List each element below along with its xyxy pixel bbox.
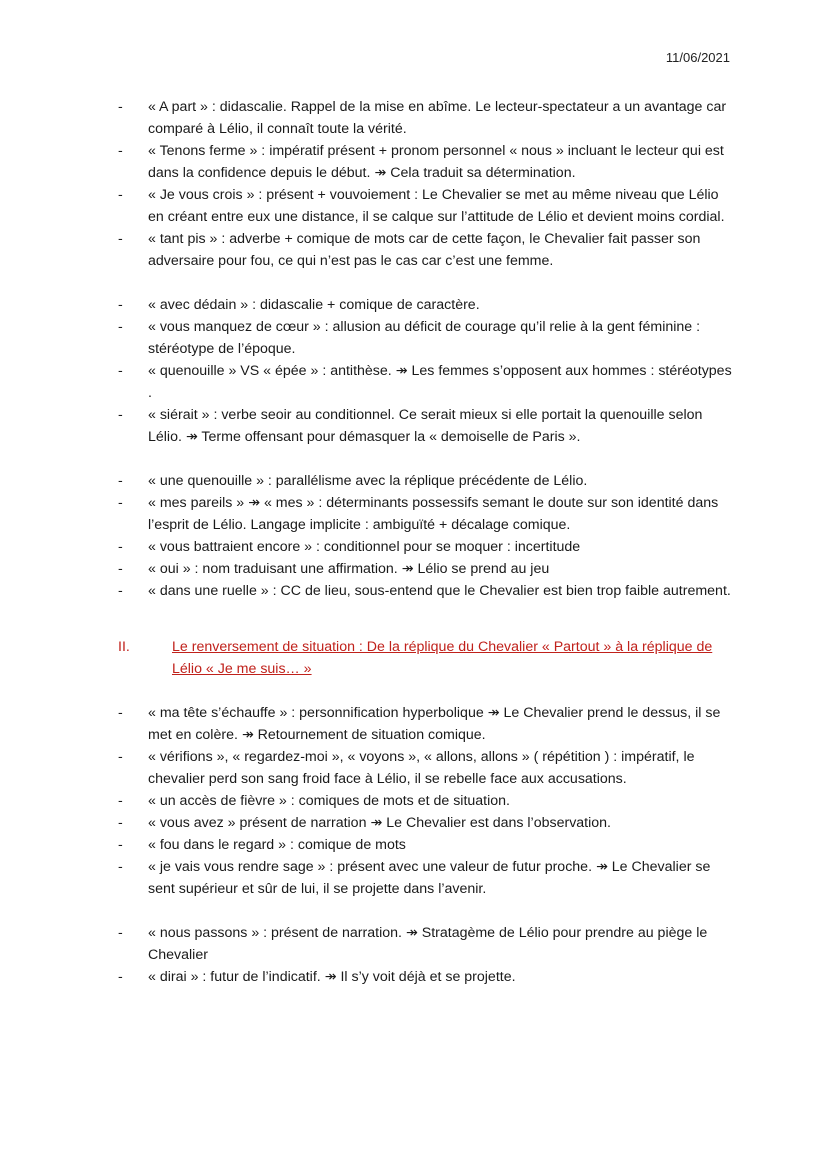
list-item: - « quenouille » VS « épée » : antithèse. ↠ Les femmes s’opposent aux hommes : stéréotypes .: [118, 360, 738, 404]
bullet-dash: -: [118, 407, 123, 423]
list-item: - « vous manquez de cœur » : allusion au déficit de courage qu’il relie à la gent féminine : stéréotype de l’époque.: [118, 316, 738, 360]
bullet-dash: -: [118, 363, 123, 379]
bullet-dash: -: [118, 99, 123, 115]
bullet-list: [118, 294, 738, 448]
bullet-dash: -: [118, 143, 123, 159]
bullet-group-2: [118, 294, 738, 448]
bullet-dash: -: [118, 859, 123, 875]
bullet-dash: -: [118, 749, 123, 765]
bullet-group-5: [118, 922, 738, 988]
bullet-list: [118, 702, 738, 900]
document-content: [118, 96, 738, 1010]
bullet-list: [118, 96, 738, 272]
bullet-dash: -: [118, 231, 123, 247]
section-title: Le renversement de situation : De la réplique du Chevalier « Partout » à la réplique de Lélio « Je me suis… »: [172, 639, 713, 677]
bullet-group-4: [118, 702, 738, 900]
bullet-dash: -: [118, 837, 123, 853]
bullet-list: [118, 922, 738, 988]
list-item: - « tant pis » : adverbe + comique de mots car de cette façon, le Chevalier fait passer son adversaire pour fou, ce qui n’est pas le cas car c’est une femme.: [118, 228, 738, 272]
bullet-dash: -: [118, 705, 123, 721]
section-number: II.: [118, 639, 130, 655]
document-date: 11/06/2021: [665, 50, 730, 65]
bullet-dash: -: [118, 561, 123, 577]
bullet-dash: -: [118, 969, 123, 985]
bullet-list: [118, 470, 738, 602]
list-item: - « vous battraient encore » : conditionnel pour se moquer : incertitude: [118, 536, 738, 558]
list-item: - « Je vous crois » : présent + vouvoiement : Le Chevalier se met au même niveau que Lélio en créant entre eux une distance, il se calque sur l’attitude de Lélio et devient moins cordial.: [118, 184, 738, 228]
list-item: - « mes pareils » ↠ « mes » : déterminants possessifs semant le doute sur son identité dans l’esprit de Lélio. Langage implicite : ambiguïté + décalage comique.: [118, 492, 738, 536]
list-item: - « une quenouille » : parallélisme avec la réplique précédente de Lélio.: [118, 470, 738, 492]
list-item: - « fou dans le regard » : comique de mots: [118, 834, 738, 856]
list-item: - « A part » : didascalie. Rappel de la mise en abîme. Le lecteur-spectateur a un avantage car comparé à Lélio, il connaît toute la vérité.: [118, 96, 738, 140]
list-item: - « vérifions », « regardez-moi », « voyons », « allons, allons » ( répétition ) : impératif, le chevalier perd son sang froid face à Lélio, il se rebelle face aux accusations.: [118, 746, 738, 790]
list-item: - « nous passons » : présent de narration. ↠ Stratagème de Lélio pour prendre au piège le Chevalier: [118, 922, 738, 966]
bullet-dash: -: [118, 473, 123, 489]
list-item: - « Tenons ferme » : impératif présent + pronom personnel « nous » incluant le lecteur qui est dans la confidence depuis le début. ↠ Cela traduit sa détermination.: [118, 140, 738, 184]
section-heading: [118, 636, 738, 680]
bullet-dash: -: [118, 815, 123, 831]
list-item: - « avec dédain » : didascalie + comique de caractère.: [118, 294, 738, 316]
list-item: - « un accès de fièvre » : comiques de mots et de situation.: [118, 790, 738, 812]
list-item: - « dirai » : futur de l’indicatif. ↠ Il s’y voit déjà et se projette.: [118, 966, 738, 988]
bullet-dash: -: [118, 187, 123, 203]
bullet-dash: -: [118, 925, 123, 941]
list-item: - « vous avez » présent de narration ↠ Le Chevalier est dans l’observation.: [118, 812, 738, 834]
bullet-dash: -: [118, 319, 123, 335]
bullet-dash: -: [118, 583, 123, 599]
bullet-dash: -: [118, 539, 123, 555]
bullet-group-3: [118, 470, 738, 602]
bullet-group-1: [118, 96, 738, 272]
bullet-dash: -: [118, 297, 123, 313]
list-item: - « ma tête s’échauffe » : personnification hyperbolique ↠ Le Chevalier prend le dessus, il se met en colère. ↠ Retournement de situation comique.: [118, 702, 738, 746]
bullet-dash: -: [118, 793, 123, 809]
bullet-dash: -: [118, 495, 123, 511]
list-item: - « siérait » : verbe seoir au conditionnel. Ce serait mieux si elle portait la quenouille selon Lélio. ↠ Terme offensant pour démasquer la « demoiselle de Paris ».: [118, 404, 738, 448]
list-item: - « je vais vous rendre sage » : présent avec une valeur de futur proche. ↠ Le Chevalier se sent supérieur et sûr de lui, il se projette dans l’avenir.: [118, 856, 738, 900]
list-item: - « dans une ruelle » : CC de lieu, sous-entend que le Chevalier est bien trop faible autrement.: [118, 580, 738, 602]
list-item: - « oui » : nom traduisant une affirmation. ↠ Lélio se prend au jeu: [118, 558, 738, 580]
